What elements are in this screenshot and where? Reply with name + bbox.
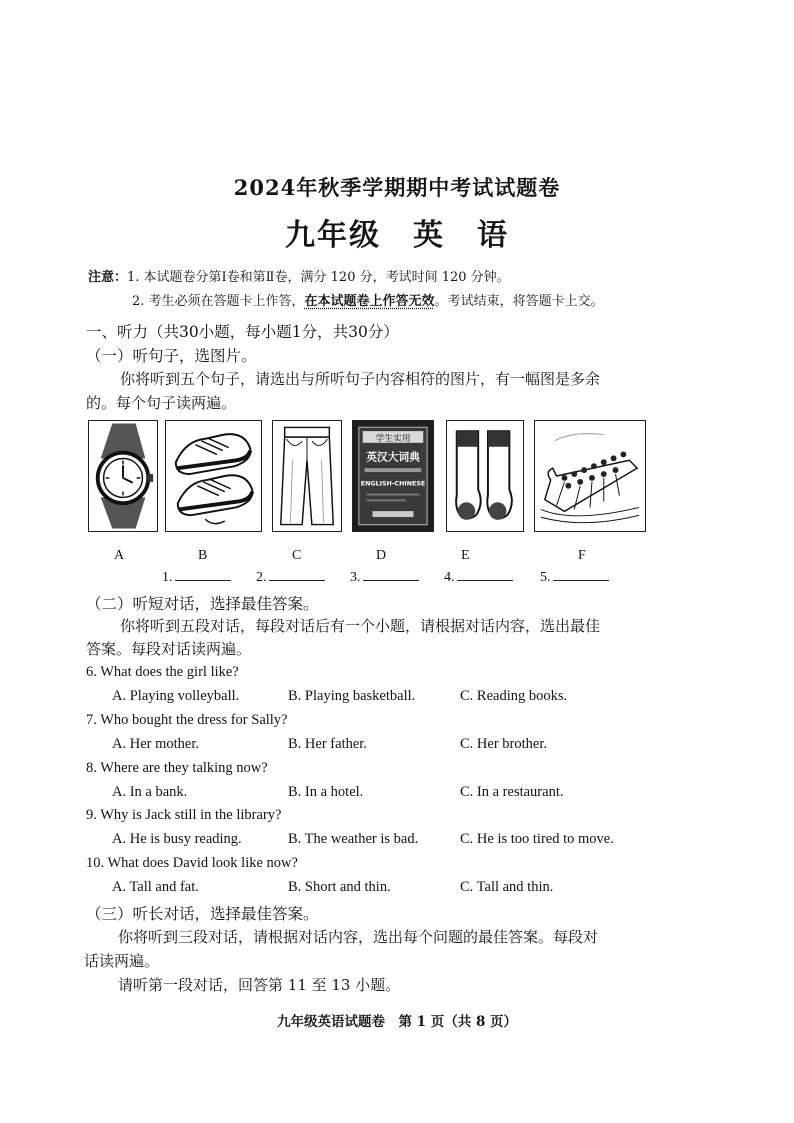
picture-letter-f: F: [578, 548, 586, 563]
question-6-option-a[interactable]: A. Playing volleyball.: [112, 688, 240, 704]
picture-letter-a: A: [114, 548, 125, 563]
subsection-3-instr-2: 话读两遍。: [84, 952, 160, 970]
picture-letter-d: D: [376, 548, 387, 563]
subsection-1-instr-2: 的。每个句子读两遍。: [86, 394, 237, 412]
section-listening-heading: 一、听力（共30小题，每小题1分，共30分）: [86, 323, 399, 341]
picture-b-sneakers: [165, 420, 262, 532]
subsection-2-instr-1: 你将听到五段对话，每段对话后有一个小题，请根据对话内容，选出最佳: [120, 617, 601, 635]
picture-a-watch: [88, 420, 158, 532]
question-6-option-b[interactable]: B. Playing basketball.: [288, 688, 416, 704]
dictionary-title-text: 英汉大词典: [366, 450, 420, 464]
subsection-3-instr-3: 请听第一段对话，回答第 11 至 13 小题。: [118, 976, 401, 994]
question-9-option-a[interactable]: A. He is busy reading.: [112, 831, 242, 847]
exam-subject: 九年级 英 语: [285, 218, 509, 253]
question-8-option-a[interactable]: A. In a bank.: [112, 784, 188, 800]
picture-letter-e: E: [461, 548, 470, 563]
subsection-1-heading: （一）听句子，选图片。: [86, 347, 257, 365]
question-8: 8. Where are they talking now?: [86, 760, 268, 776]
notice-text-2b: 。考试结束，将答题卡上交。: [434, 294, 604, 309]
question-8-option-c[interactable]: C. In a restaurant.: [460, 784, 564, 800]
question-9-option-b[interactable]: B. The weather is bad.: [288, 831, 419, 847]
wristwatch-icon: [89, 421, 157, 531]
dictionary-top-text: 学生实用: [375, 433, 411, 444]
notice-label: 注意：: [88, 270, 128, 285]
socks-icon: [447, 421, 523, 531]
exam-title: 2024年秋季学期期中考试试题卷: [233, 175, 561, 200]
question-6-option-c[interactable]: C. Reading books.: [460, 688, 568, 704]
question-9-option-c[interactable]: C. He is too tired to move.: [460, 831, 614, 847]
notice-line-2: [132, 290, 604, 309]
notice-text-2a: 2. 考生必须在答题卡上作答，: [132, 294, 305, 309]
question-9: 9. Why is Jack still in the library?: [86, 807, 282, 823]
answer-blank-3[interactable]: 3.: [350, 568, 419, 586]
picture-letter-b: B: [198, 548, 208, 563]
picture-d-dictionary: [352, 420, 434, 532]
notice-emphasis: 在本试题卷上作答无效: [304, 294, 435, 309]
dragon-boat-icon: [535, 421, 645, 531]
question-8-option-b[interactable]: B. In a hotel.: [288, 784, 364, 800]
answer-blank-2[interactable]: 2.: [256, 568, 325, 586]
picture-letter-c: C: [292, 548, 302, 563]
question-7-option-b[interactable]: B. Her father.: [288, 736, 367, 752]
picture-c-jeans: [272, 420, 342, 532]
question-10-option-a[interactable]: A. Tall and fat.: [112, 879, 199, 895]
notice-text-1: 1. 本试题卷分第Ⅰ卷和第Ⅱ卷，满分 120 分，考试时间 120 分钟。: [127, 270, 510, 285]
subsection-3-heading: （三）听长对话，选择最佳答案。: [86, 905, 319, 923]
question-10-option-c[interactable]: C. Tall and thin.: [460, 879, 554, 895]
answer-blank-5[interactable]: 5.: [540, 568, 609, 586]
answer-blank-4[interactable]: 4.: [444, 568, 513, 586]
question-10-option-b[interactable]: B. Short and thin.: [288, 879, 391, 895]
subsection-3-instr-1: 你将听到三段对话，请根据对话内容，选出每个问题的最佳答案。每段对: [118, 928, 599, 946]
sneakers-icon: [166, 421, 261, 531]
question-7: 7. Who bought the dress for Sally?: [86, 712, 288, 728]
question-7-option-a[interactable]: A. Her mother.: [112, 736, 199, 752]
subsection-2-heading: （二）听短对话，选择最佳答案。: [86, 595, 319, 613]
answer-blank-1[interactable]: 1.: [162, 568, 231, 586]
dictionary-icon: [353, 421, 433, 531]
notice-line-1: [88, 266, 510, 285]
picture-e-socks: [446, 420, 524, 532]
question-7-option-c[interactable]: C. Her brother.: [460, 736, 547, 752]
jeans-icon: [273, 421, 341, 531]
question-6: 6. What does the girl like?: [86, 664, 239, 680]
picture-f-dragon-boat: [534, 420, 646, 532]
question-10: 10. What does David look like now?: [86, 855, 298, 871]
page-footer: 九年级英语试题卷 第 1 页（共 8 页）: [276, 1014, 518, 1030]
subsection-2-instr-2: 答案。每段对话读两遍。: [86, 640, 252, 658]
subsection-1-instr-1: 你将听到五个句子，请选出与所听句子内容相符的图片，有一幅图是多余: [120, 370, 601, 388]
dictionary-en-text: ENGLISH-CHINESE: [360, 480, 426, 488]
